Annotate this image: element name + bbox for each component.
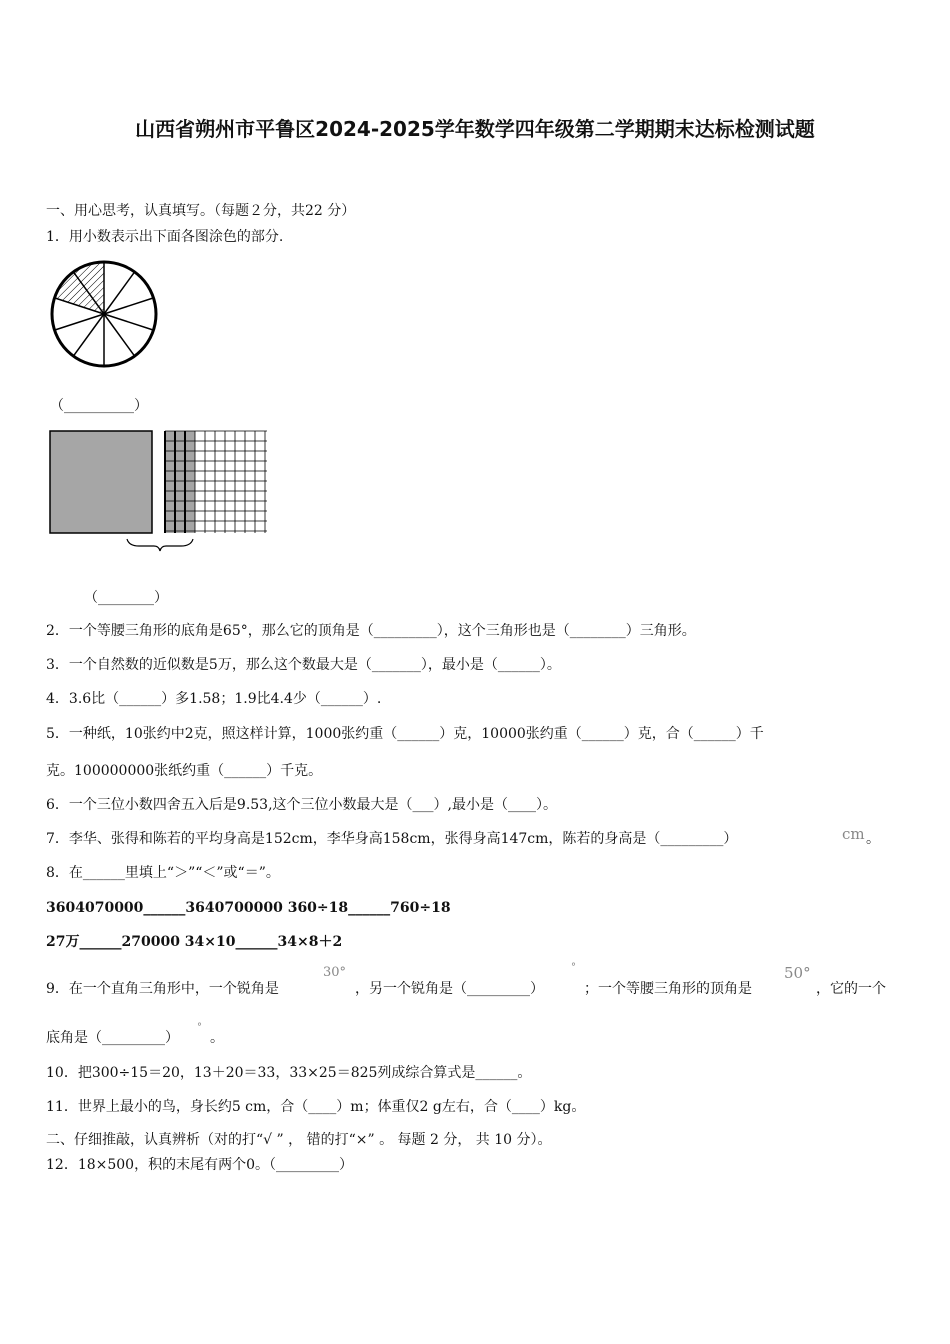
question-1-text: 1．用小数表示出下面各图涂色的部分. — [46, 229, 284, 245]
question-2: 2．一个等腰三角形的底角是65°，那么它的顶角是（_________），这个三角形也是（________）三角形。 — [46, 623, 696, 639]
section1-heading: 一、用心思考，认真填写。（每题２分，共22 分） — [46, 203, 356, 219]
question-7: 7．李华、张得和陈若的平均身高是152cm，李华身高158cm，张得身高147cm，陈若的身高是（_________） — [46, 831, 738, 847]
q7-unit: cm — [842, 825, 865, 843]
question-9-part3: ；一个等腰三角形的顶角是 — [584, 981, 752, 997]
q9-degree-2: ° — [197, 1022, 202, 1033]
question-5-line1: 5．一种纸，10张约中2克，照这样计算，1000张约重（______）克，10000张约重（______）克，合（______）千 — [46, 726, 764, 742]
question-9-part2: ，另一个锐角是（_________） — [355, 981, 544, 997]
question-11: 11．世界上最小的鸟，身长约5 cm，合（____）m；体重仅2 g左右，合（____）kg。 — [46, 1099, 586, 1115]
shaded-cells — [185, 431, 195, 533]
q9-degree: ° — [571, 962, 576, 973]
question-8-row1: 3604070000______3640700000 360÷18______760÷18 — [46, 900, 451, 916]
question-10: 10．把300÷15＝20，13＋20＝33，33×25＝825列成综合算式是______。 — [46, 1065, 532, 1081]
full-shaded-square — [49, 430, 153, 534]
question-5-line2: 克。100000000张纸约重（______）千克。 — [46, 763, 323, 779]
question-9-end: 。 — [210, 1030, 224, 1046]
q9-angle1: 30° — [323, 965, 347, 980]
section2-heading: 二、仔细推敲，认真辨析（对的打“√ ” ， 错的打“×” 。 每题 2 分， 共 10 分）。 — [46, 1132, 552, 1148]
question-6: 6．一个三位小数四舍五入后是9.53,这个三位小数最大是（___）,最小是（____）。 — [46, 797, 557, 813]
question-9-line2: 底角是（_________） — [46, 1030, 179, 1046]
question-12: 12．18×500，积的末尾有两个0。（_________） — [46, 1157, 353, 1173]
question-4: 4．3.6比（______）多1.58；1.9比4.4少（______）. — [46, 691, 382, 707]
q7-end: 。 — [866, 831, 880, 847]
question-8: 8．在______里填上“＞”“＜”或“＝”。 — [46, 865, 280, 881]
circle-figure — [48, 258, 160, 370]
question-8-row2: 27万______270000 34×10______34×8＋2 — [46, 934, 343, 950]
question-3: 3．一个自然数的近似数是5万，那么这个数最大是（_______），最小是（______）。 — [46, 657, 561, 673]
answer-blank-2[interactable]: （________） — [84, 590, 168, 606]
question-9-part1: 9．在一个直角三角形中，一个锐角是 — [46, 981, 279, 997]
hundred-grid — [164, 430, 270, 536]
q9-angle2: 50° — [784, 964, 811, 982]
answer-blank-1[interactable]: （__________） — [50, 398, 148, 414]
brace — [125, 537, 195, 553]
page-title: 山西省朔州市平鲁区2024-2025学年数学四年级第二学期期末达标检测试题 — [135, 117, 815, 141]
question-9-part4: ，它的一个 — [816, 981, 886, 997]
